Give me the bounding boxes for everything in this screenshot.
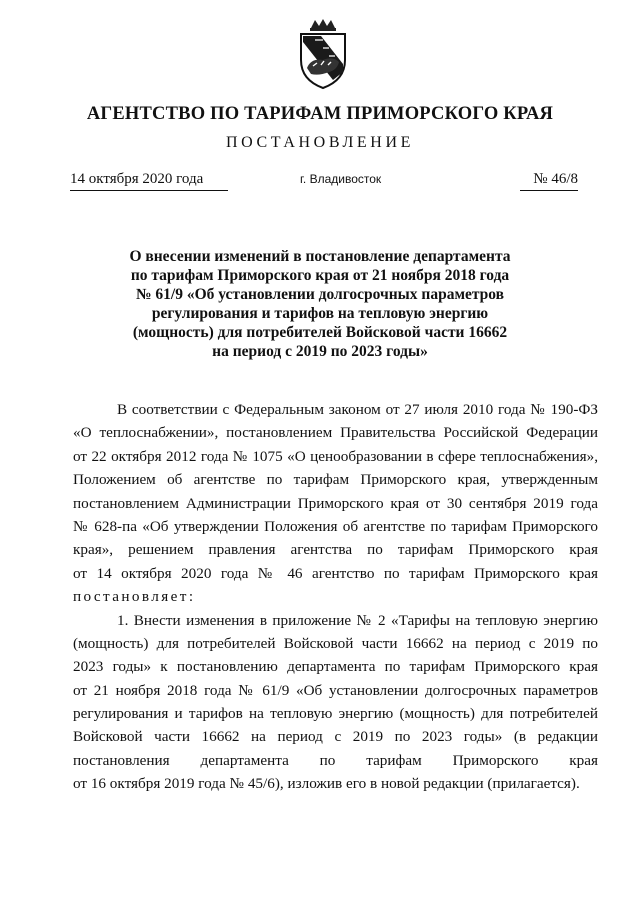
document-date: 14 октября 2020 года <box>70 171 228 191</box>
body-line: от 16 октября 2019 года № 45/6), изложив его в новой редакции (прилагается). <box>73 775 580 793</box>
body-line: «О теплоснабжении», постановлением Правительства Российской Федерации <box>73 424 598 442</box>
title-line: (мощность) для потребителей Войсковой части 16662 <box>132 324 508 341</box>
body-line: от 21 ноября 2018 года № 61/9 «Об установлении долгосрочных параметров <box>73 681 598 699</box>
title-line: О внесении изменений в постановление департамента <box>129 248 511 265</box>
body-line: края», решением правления агентства по тарифам Приморского края <box>73 541 598 559</box>
document-body <box>73 398 598 796</box>
document-type: ПОСТАНОВЛЕНИЕ <box>226 134 414 151</box>
body-line: от 22 октября 2012 года № 1075 «О ценообразовании в сфере теплоснабжения», <box>73 447 598 465</box>
body-line: постановления департамента по тарифам Приморского края <box>73 751 598 769</box>
body-line: 2023 годы» к постановлению департамента по тарифам Приморского края <box>73 658 598 676</box>
body-line: регулирования и тарифов на тепловую энергию (мощность) для потребителей <box>73 705 598 723</box>
coat-of-arms-icon <box>293 18 353 90</box>
body-line: Войсковой части 16662 на период с 2019 по 2023 годы» (в редакции <box>73 728 598 746</box>
title-line: № 61/9 «Об установлении долгосрочных параметров <box>135 286 505 303</box>
document-number: № 46/8 <box>520 171 578 191</box>
body-line: (мощность) для потребителей Войсковой части 16662 на период с 2019 по <box>73 634 598 652</box>
title-line: регулирования и тарифов на тепловую энергию <box>151 305 489 322</box>
agency-name: АГЕНТСТВО ПО ТАРИФАМ ПРИМОРСКОГО КРАЯ <box>86 104 554 124</box>
body-line: № 628-па «Об утверждении Положения об агентстве по тарифам Приморского <box>73 517 598 535</box>
document-city: г. Владивосток <box>300 172 382 186</box>
document-title <box>100 247 540 361</box>
title-line: на период с 2019 по 2023 годы» <box>212 343 428 360</box>
body-line: Положением об агентстве по тарифам Приморского края, утвержденным <box>73 471 598 489</box>
title-line: по тарифам Приморского края от 21 ноября 2018 года <box>130 267 510 284</box>
body-line: 1. Внести изменения в приложение № 2 «Тарифы на тепловую энергию <box>117 611 598 629</box>
body-line: от 14 октября 2020 года № 46 агентство по тарифам Приморского края <box>73 564 598 582</box>
body-line: постановлением Администрации Приморского края от 30 сентября 2019 года <box>73 494 598 512</box>
body-line-resolves: постановляет: <box>73 588 196 606</box>
body-line: В соответствии с Федеральным законом от 27 июля 2010 года № 190-ФЗ <box>117 401 598 418</box>
